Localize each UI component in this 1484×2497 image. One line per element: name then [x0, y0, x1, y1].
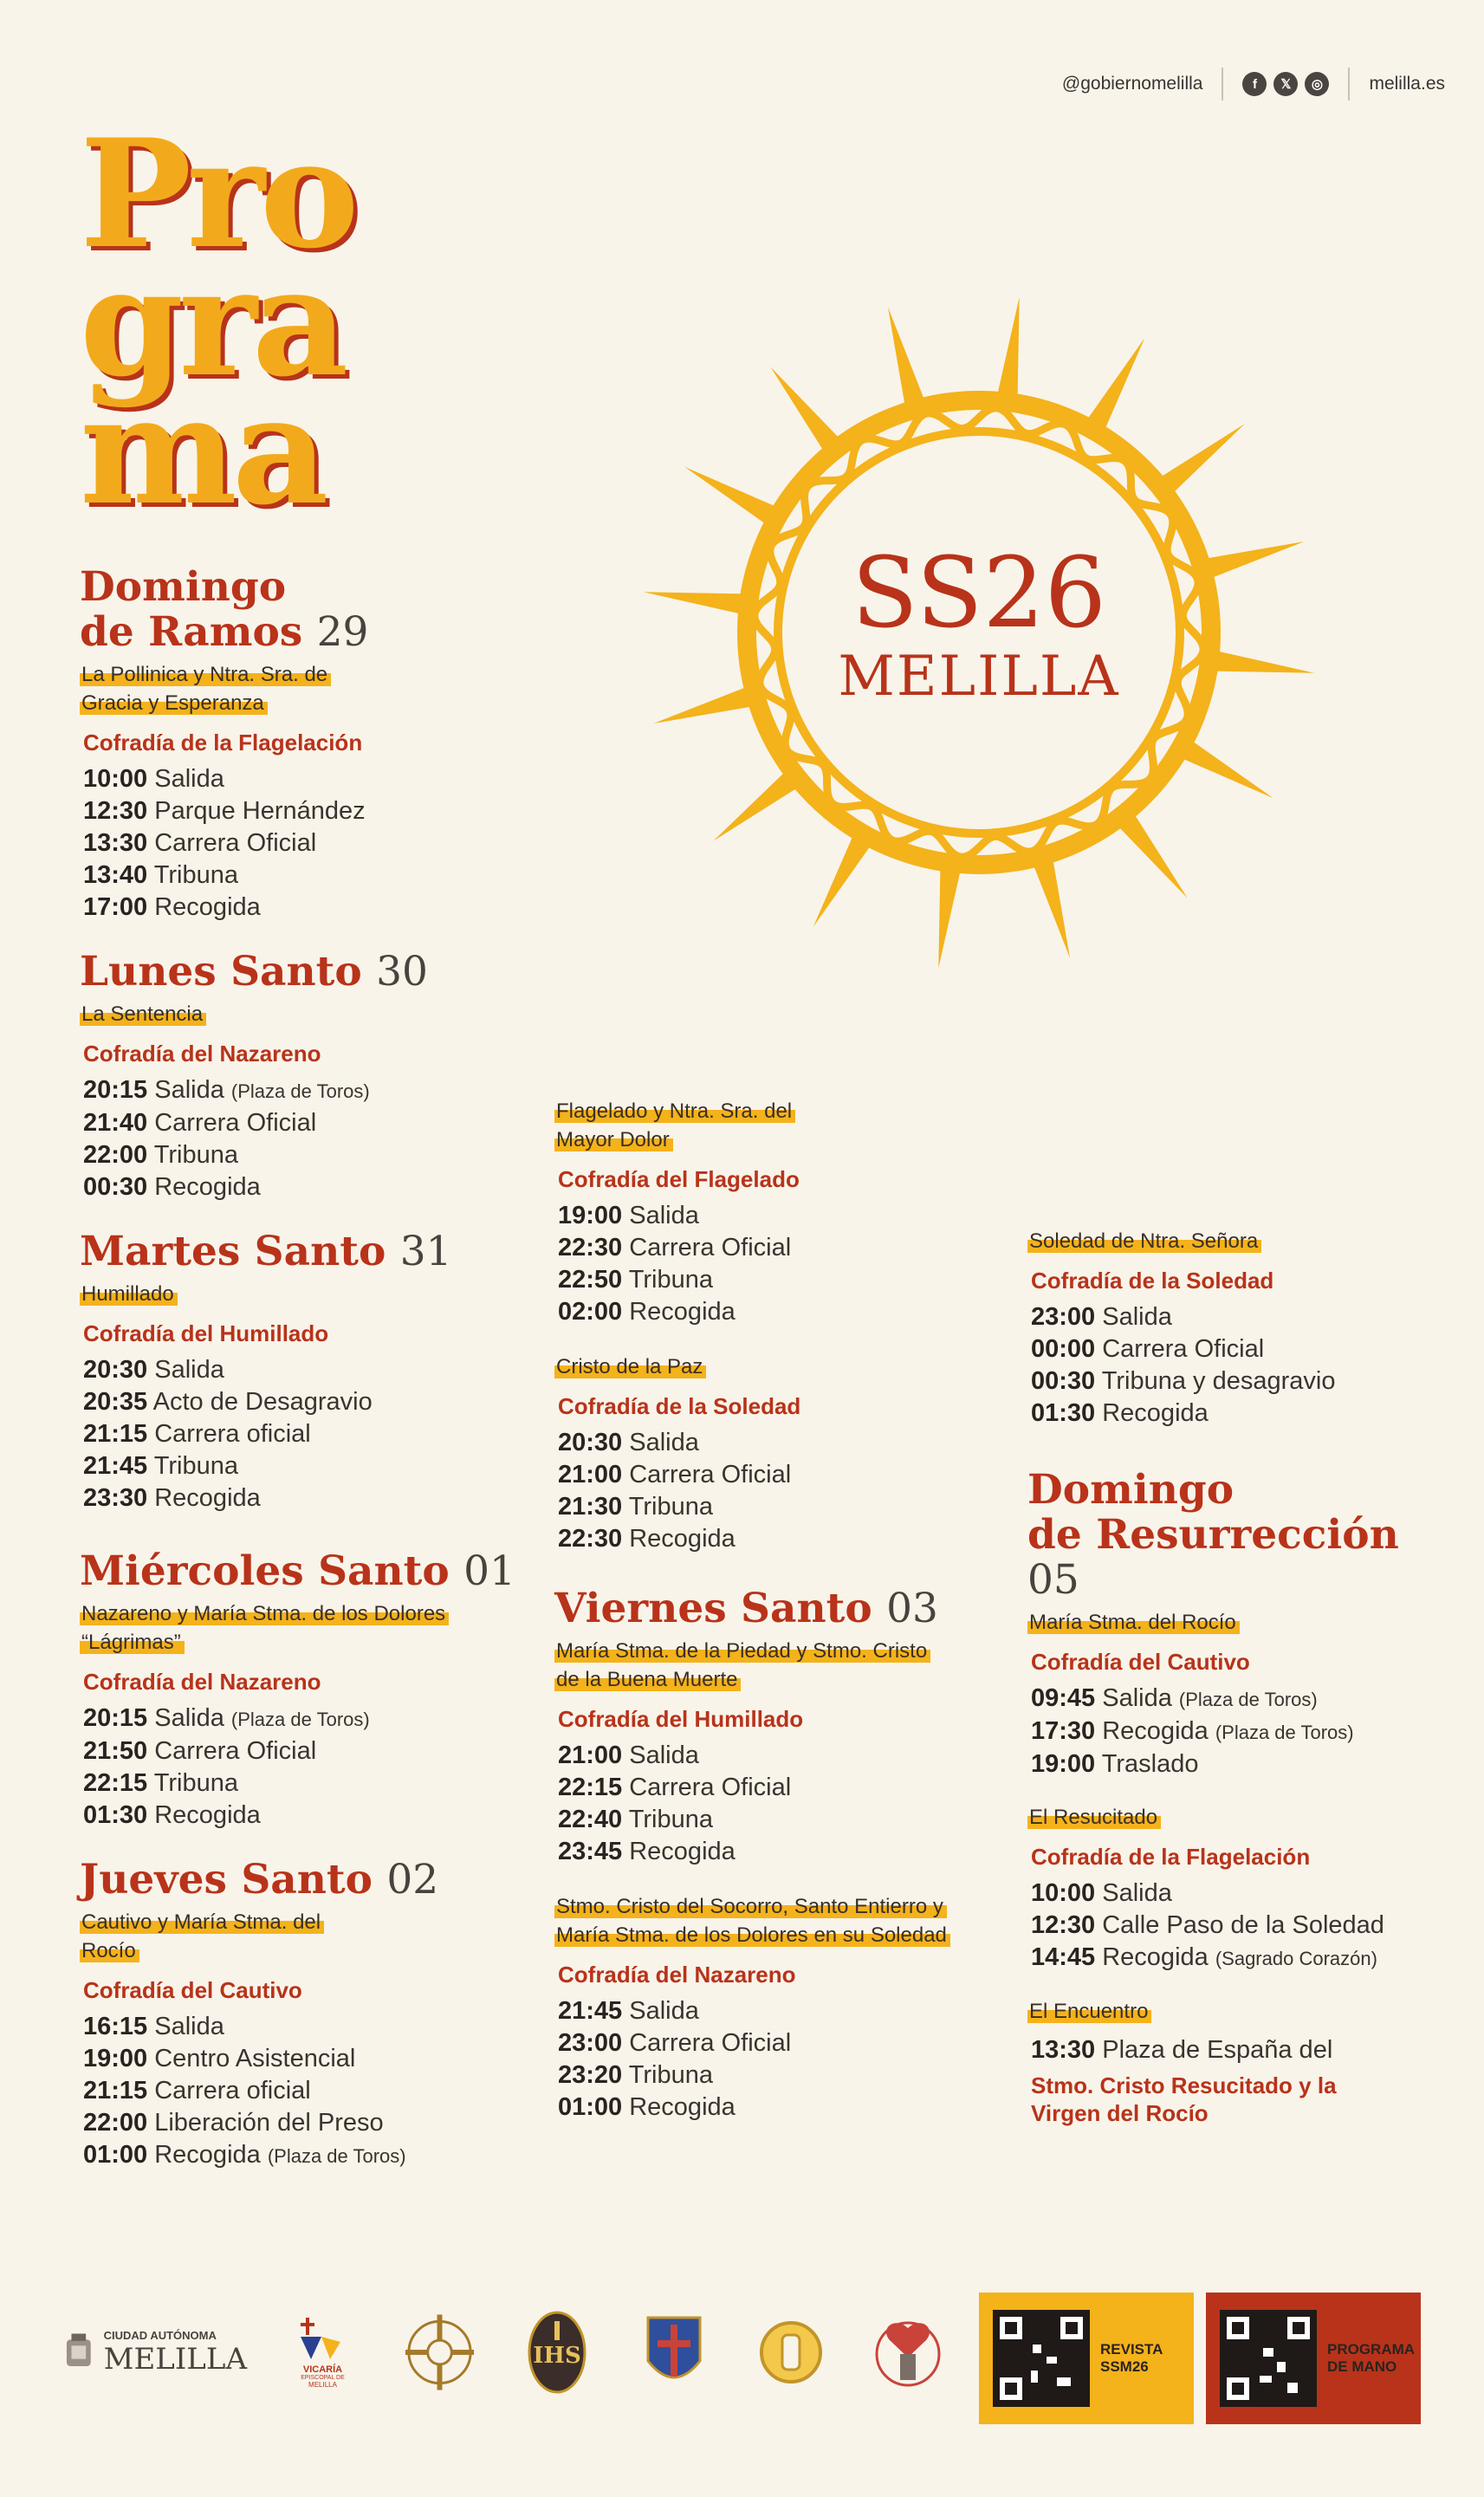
time: 12:30: [1031, 1911, 1096, 1939]
melilla-logo-line2: MELILLA: [103, 2341, 247, 2377]
cofradia-name: Cofradía del Flagelado: [558, 1166, 800, 1192]
cofradia-name: Cofradía de la Soledad: [1031, 1268, 1274, 1294]
time: 22:50: [558, 1266, 623, 1294]
event: Salida: [1102, 1684, 1172, 1712]
time: 19:00: [558, 1202, 623, 1229]
day-heading: Lunes Santo 30: [80, 948, 428, 996]
schedule-row: [83, 2075, 530, 2107]
time: 21:45: [558, 1997, 623, 2025]
procession-name: El Resucitado: [1027, 1806, 1161, 1829]
event: Recogida: [154, 2141, 261, 2169]
vicaria-line1: VICARÍA: [302, 2364, 343, 2375]
qr-revista[interactable]: [979, 2293, 1194, 2424]
time: 00:00: [1031, 1335, 1096, 1363]
time: 23:45: [558, 1838, 623, 1865]
time: 22:30: [558, 1525, 623, 1553]
schedule-row: [558, 1232, 962, 1264]
gold-crest-icon: [756, 2309, 826, 2396]
svg-text:IHS: IHS: [532, 2343, 581, 2369]
event: Carrera Oficial: [154, 829, 317, 857]
time: 21:15: [83, 1420, 148, 1448]
event: Carrera Oficial: [154, 1109, 317, 1137]
procession-name: María Stma. de la Piedad y Stmo. Cristo de la Buena Muerte: [554, 1639, 930, 1691]
schedule-row: [558, 1772, 962, 1804]
event: Carrera Oficial: [629, 1461, 792, 1488]
cross-seal-icon: [399, 2309, 481, 2396]
schedule-row: [1031, 1398, 1443, 1430]
time: 13:30: [1031, 2036, 1096, 2064]
time: 23:20: [558, 2061, 623, 2089]
event: Carrera Oficial: [1102, 1335, 1265, 1363]
column-middle: [554, 1092, 962, 2160]
time: 22:40: [558, 1806, 623, 1833]
cofradia-name: Cofradía de la Flagelación: [83, 730, 363, 756]
location-note: (Plaza de Toros): [230, 1709, 370, 1730]
event: Recogida: [1102, 1943, 1209, 1971]
event: Salida: [629, 1429, 699, 1456]
day-heading: Domingo de Ramos 29: [80, 563, 369, 656]
procession-name: Cautivo y María Stma. del Rocío: [80, 1910, 324, 1962]
x-icon[interactable]: 𝕏: [1273, 72, 1298, 96]
title-line-1: Pro: [80, 106, 354, 282]
coat-of-arms-icon: [61, 2322, 97, 2383]
schedule-row: [1031, 1683, 1443, 1715]
emblem-title: SS26: [852, 537, 1106, 650]
day-miercoles-santo: [80, 1549, 530, 1832]
instagram-icon[interactable]: ◎: [1305, 72, 1329, 96]
time: 19:00: [1031, 1750, 1096, 1778]
event: Tribuna: [153, 861, 238, 889]
qr-label: SSM26: [1100, 2358, 1149, 2375]
schedule-row: [558, 1523, 962, 1555]
schedule-row: [1031, 1878, 1443, 1910]
cofradia-name: Cofradía del Cautivo: [83, 1977, 302, 2003]
time: 19:00: [83, 2045, 148, 2072]
social-handle[interactable]: @gobiernomelilla: [1061, 74, 1203, 94]
procession-name: Stmo. Cristo del Socorro, Santo Entierro y María Stma. de los Dolores en su Soledad: [554, 1895, 950, 1947]
time: 01:00: [83, 2141, 148, 2169]
lunes-flagelado: [554, 1097, 962, 1328]
location-note: (Plaza de Toros): [267, 2145, 406, 2167]
cofradia-name: Cofradía del Humillado: [83, 1320, 329, 1346]
day-lunes-santo: [80, 950, 530, 1203]
schedule-row: [558, 1995, 962, 2027]
event: Recogida: [154, 1484, 261, 1512]
event: Carrera oficial: [154, 1420, 311, 1448]
qr-label: PROGRAMA: [1327, 2341, 1416, 2358]
schedule: [80, 1354, 530, 1514]
procession-name: Cristo de la Paz: [554, 1355, 706, 1378]
time: 22:00: [83, 2109, 148, 2137]
resurreccion-resucitado: [1027, 1803, 1443, 1975]
schedule-row: [83, 827, 530, 859]
schedule-row: [83, 795, 530, 827]
day-heading: Viernes Santo 03: [554, 1585, 938, 1632]
qr-label: DE MANO: [1327, 2358, 1397, 2375]
time: 22:30: [558, 1234, 623, 1261]
cofradia-name: Cofradía del Nazareno: [558, 1962, 796, 1988]
schedule-row: [83, 1767, 530, 1800]
schedule-row: [83, 1139, 530, 1171]
event: Salida: [154, 765, 224, 793]
schedule-row: [558, 1740, 962, 1772]
schedule-row: [83, 1482, 530, 1514]
schedule-row: [1031, 1942, 1443, 1975]
event: Calle Paso de la Soledad: [1102, 1911, 1384, 1939]
cofradia-name: Cofradía del Cautivo: [1031, 1649, 1250, 1675]
procession-name: María Stma. del Rocío: [1027, 1611, 1240, 1634]
procession-name: Humillado: [80, 1282, 178, 1306]
schedule-row: [83, 1107, 530, 1139]
event: Tribuna: [153, 1769, 238, 1797]
event: Salida: [154, 2013, 224, 2040]
schedule: [80, 763, 530, 924]
divider: [1222, 68, 1223, 101]
cofradia-name: Cofradía del Nazareno: [83, 1669, 321, 1695]
schedule: [1027, 1683, 1443, 1780]
event: Salida: [154, 1356, 224, 1384]
schedule: [554, 1200, 962, 1328]
schedule-row: [83, 2043, 530, 2075]
schedule-row: [558, 1491, 962, 1523]
event: Centro Asistencial: [154, 2045, 356, 2072]
time: 14:45: [1031, 1943, 1096, 1971]
day-heading: Martes Santo 31: [80, 1228, 452, 1275]
day-heading: Jueves Santo 02: [80, 1856, 439, 1904]
time: 20:15: [83, 1704, 148, 1732]
schedule-row: [1031, 1748, 1443, 1780]
day-jueves-santo: [80, 1858, 530, 2172]
column-left: [80, 565, 530, 2208]
location-note: (Plaza de Toros): [230, 1080, 370, 1102]
lunes-soledad: [1027, 1227, 1443, 1430]
schedule-row: [83, 1735, 530, 1767]
event: Liberación del Preso: [154, 2109, 384, 2137]
qr-code-icon[interactable]: [1220, 2310, 1317, 2407]
event: Parque Hernández: [154, 797, 366, 825]
location-note: (Sagrado Corazón): [1215, 1948, 1377, 1969]
time: 02:00: [558, 1298, 623, 1326]
day-domingo-resurreccion: [1027, 1468, 1443, 1780]
schedule-row: [558, 2027, 962, 2059]
vicaria-cross-icon: [297, 2316, 349, 2364]
schedule-row: [83, 859, 530, 892]
procession-name: Nazareno y María Stma. de los Dolores “Lágrimas”: [80, 1602, 449, 1654]
event: Tribuna: [153, 1452, 238, 1480]
procession-name: Soledad de Ntra. Señora: [1027, 1229, 1261, 1253]
time: 00:30: [1031, 1367, 1096, 1395]
event: Salida: [1102, 1879, 1172, 1907]
vicaria-line2: EPISCOPAL DE: [301, 2375, 345, 2381]
event: Carrera Oficial: [629, 1234, 792, 1261]
time: 16:15: [83, 2013, 148, 2040]
time: 23:00: [1031, 1303, 1096, 1331]
schedule-row: [83, 2139, 530, 2172]
schedule-row: [558, 2092, 962, 2124]
time: 20:15: [83, 1076, 148, 1104]
program-title: [80, 106, 354, 538]
location-note: (Plaza de Toros): [1178, 1689, 1318, 1710]
schedule-row: [558, 2059, 962, 2092]
vicaria-line3: MELILLA: [308, 2381, 337, 2389]
schedule: [554, 1995, 962, 2124]
time: 21:45: [83, 1452, 148, 1480]
schedule-row: [83, 1702, 530, 1735]
schedule-row: [83, 1354, 530, 1386]
procession-name: La Sentencia: [80, 1002, 206, 1026]
qr-label: REVISTA: [1100, 2341, 1163, 2358]
title-line-2: gra: [80, 234, 344, 410]
time: 22:15: [558, 1774, 623, 1801]
cofradia-name: Cofradía de la Soledad: [558, 1393, 801, 1419]
event: Salida: [154, 1704, 224, 1732]
time: 22:15: [83, 1769, 148, 1797]
time: 21:00: [558, 1461, 623, 1488]
resurreccion-encuentro: [1027, 1997, 1443, 2127]
time: 17:00: [83, 893, 148, 921]
schedule-row: [1031, 1715, 1443, 1748]
event: Salida: [154, 1076, 224, 1104]
location-note: (Plaza de Toros): [1215, 1722, 1354, 1743]
time: 17:30: [1031, 1717, 1096, 1745]
schedule: [554, 1427, 962, 1555]
schedule-row: [558, 1804, 962, 1836]
event: Carrera Oficial: [154, 1737, 317, 1765]
schedule-row: [83, 1800, 530, 1832]
event: Recogida: [154, 893, 261, 921]
schedule: [80, 2011, 530, 2172]
time: 21:15: [83, 2077, 148, 2105]
crown-of-thorns-emblem: [632, 286, 1325, 979]
schedule: [80, 1702, 530, 1832]
qr-code-icon[interactable]: [993, 2310, 1090, 2407]
encuentro-note: Stmo. Cristo Resucitado y la Virgen del Rocío: [1031, 2072, 1337, 2126]
event: Recogida: [154, 1173, 261, 1201]
schedule: [1027, 1878, 1443, 1975]
cofradia-nazareno-logo[interactable]: [515, 2305, 598, 2400]
time: 13:30: [83, 829, 148, 857]
time: 01:30: [1031, 1399, 1096, 1427]
time: 12:30: [83, 797, 148, 825]
schedule-row: [1031, 1365, 1443, 1398]
schedule-row: [83, 1450, 530, 1482]
event: Tribuna: [628, 1493, 713, 1521]
schedule-row: [558, 1200, 962, 1232]
time: 21:40: [83, 1109, 148, 1137]
schedule-row: [83, 892, 530, 924]
time: 01:00: [558, 2093, 623, 2121]
viernes-socorro: [554, 1892, 962, 2124]
event: Salida: [1102, 1303, 1172, 1331]
sponsor-logos: [61, 2305, 1066, 2400]
procession-name: El Encuentro: [1027, 2000, 1151, 2023]
day-heading: Miércoles Santo 01: [80, 1547, 515, 1595]
event: Tribuna: [628, 1806, 713, 1833]
cofradia-cautivo-logo[interactable]: [866, 2305, 949, 2400]
schedule-row: [83, 1171, 530, 1203]
time: 20:30: [83, 1356, 148, 1384]
day-domingo-ramos: [80, 565, 530, 924]
melilla-logo[interactable]: [61, 2305, 247, 2400]
event: Recogida: [629, 2093, 736, 2121]
schedule-row: [83, 1074, 530, 1107]
blue-shield-icon: [644, 2309, 704, 2396]
schedule: [554, 1740, 962, 1868]
cofradia-humillado-logo[interactable]: [632, 2305, 715, 2400]
cofradia-name: Cofradía del Humillado: [558, 1706, 804, 1732]
facebook-icon[interactable]: f: [1242, 72, 1267, 96]
event: Tribuna: [153, 1141, 238, 1169]
schedule-row: [558, 1264, 962, 1296]
day-martes-santo: [80, 1229, 530, 1514]
social-icons: [1242, 72, 1329, 96]
schedule-row: [1031, 1333, 1443, 1365]
time: 23:30: [83, 1484, 148, 1512]
melilla-logo-line1: CIUDAD AUTÓNOMA: [103, 2328, 217, 2342]
cofradia-name: Cofradía del Nazareno: [83, 1041, 321, 1067]
event: Carrera Oficial: [629, 2029, 792, 2057]
time: 09:45: [1031, 1684, 1096, 1712]
cofradia-name: Cofradía de la Flagelación: [1031, 1844, 1311, 1870]
time: 21:00: [558, 1741, 623, 1769]
event: Tribuna y desagravio: [1101, 1367, 1336, 1395]
schedule-row: [83, 1418, 530, 1450]
schedule: [1027, 2034, 1443, 2066]
time: 21:50: [83, 1737, 148, 1765]
time: 13:40: [83, 861, 148, 889]
header-bar: [1062, 68, 1445, 101]
schedule-row: [83, 1386, 530, 1418]
time: 23:00: [558, 2029, 623, 2057]
schedule-row: [558, 1427, 962, 1459]
event: Carrera Oficial: [629, 1774, 792, 1801]
schedule: [80, 1074, 530, 1203]
divider: [1348, 68, 1350, 101]
qr-programa[interactable]: [1206, 2293, 1421, 2424]
schedule-row: [558, 1296, 962, 1328]
event: Salida: [629, 1741, 699, 1769]
event: Recogida: [154, 1801, 261, 1829]
event: Salida: [629, 1997, 699, 2025]
schedule-row: [83, 2107, 530, 2139]
event: Tribuna: [628, 2061, 713, 2089]
schedule-row: [558, 1459, 962, 1491]
vicaria-logo[interactable]: [282, 2305, 364, 2400]
time: 10:00: [1031, 1879, 1096, 1907]
time: 00:30: [83, 1173, 148, 1201]
time: 22:00: [83, 1141, 148, 1169]
procession-name: La Pollinica y Ntra. Sra. de Gracia y Esperanza: [80, 663, 331, 715]
procession-name: Flagelado y Ntra. Sra. del Mayor Dolor: [554, 1099, 795, 1151]
schedule-row: [83, 763, 530, 795]
time: 21:30: [558, 1493, 623, 1521]
schedule-row: [558, 1836, 962, 1868]
cofradia-soledad-logo[interactable]: [749, 2305, 832, 2400]
emblem-subtitle: MELILLA: [838, 645, 1120, 709]
title-line-3: ma: [80, 362, 324, 538]
event: Plaza de España del: [1102, 2036, 1333, 2064]
time: 01:30: [83, 1801, 148, 1829]
event: Traslado: [1101, 1750, 1199, 1778]
event: Recogida: [629, 1838, 736, 1865]
cofradia-flagelacion-logo[interactable]: [399, 2305, 481, 2400]
schedule-row: [83, 2011, 530, 2043]
time: 20:35: [83, 1388, 148, 1416]
event: Recogida: [629, 1525, 736, 1553]
heart-crest-icon: [869, 2309, 947, 2396]
time: 10:00: [83, 765, 148, 793]
time: 20:30: [558, 1429, 623, 1456]
schedule-row: [1031, 2034, 1443, 2066]
ihs-shield-icon: [527, 2309, 587, 2396]
day-viernes-santo: [554, 1586, 962, 1868]
martes-cristo-paz: [554, 1352, 962, 1555]
schedule-row: [1031, 1910, 1443, 1942]
column-right: [1027, 1222, 1443, 2163]
schedule: [1027, 1301, 1443, 1430]
event: Acto de Desagravio: [152, 1388, 373, 1416]
event: Recogida: [1102, 1717, 1209, 1745]
event: Recogida: [1102, 1399, 1209, 1427]
schedule-row: [1031, 1301, 1443, 1333]
event: Carrera oficial: [154, 2077, 311, 2105]
day-heading: Domingo de Resurrección 05: [1027, 1466, 1399, 1604]
event: Salida: [629, 1202, 699, 1229]
event: Recogida: [629, 1298, 736, 1326]
website-link[interactable]: melilla.es: [1369, 74, 1445, 94]
event: Tribuna: [628, 1266, 713, 1294]
